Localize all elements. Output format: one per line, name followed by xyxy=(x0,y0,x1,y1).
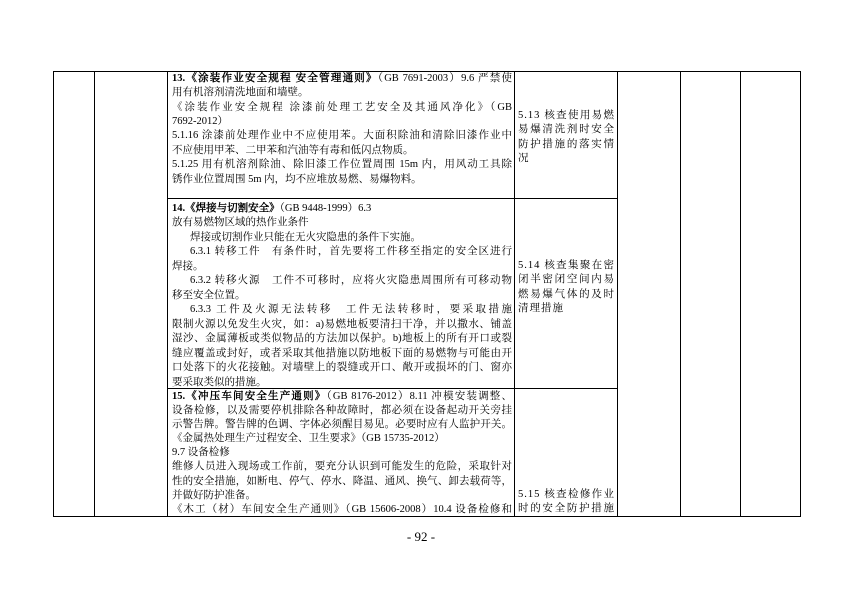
text-line: 《涂装作业安全规程 涂漆前处理工艺安全及其通风净化》（GB xyxy=(172,101,512,113)
regulation-clause: （GB 7691-2003）9.6 严禁使 xyxy=(377,72,512,84)
regulation-title: 15.《冲压车间安全生产通则》 xyxy=(172,390,327,402)
text-line: 焊接。 xyxy=(172,260,204,272)
text-line: 6.3.1 转移工件 有条件时，首先要将工件移至指定的安全区进行 xyxy=(190,246,512,258)
text-line: 性的安全措施，如断电、停气、停水、降温、通风、换气、卸去载荷等， xyxy=(172,475,512,487)
regulation-title: 13.《涂装作业安全规程 安全管理通则》 xyxy=(172,72,378,84)
regulation-clause: （GB 8176-2012）8.11 冲模安装调整、 xyxy=(326,390,512,402)
text-line: 《木工（材）车间安全生产通则》（GB 15606-2008）10.4 设备检修和 xyxy=(172,503,512,515)
check-line: 闭半密闭空间内易 xyxy=(518,274,615,286)
text-line: 示警告牌。警告牌的色调、字体必须醒目易见。必要时应有人监护开关。 xyxy=(172,419,512,431)
column-divider xyxy=(167,72,168,516)
text-line: 锈作业位置周围 5m 内，均不应堆放易燃、易爆物料。 xyxy=(172,173,422,185)
text-line: 设备检修，以及需要停机排除各种故障时，都必须在设备起动开关旁挂 xyxy=(172,405,512,416)
regulation-cell-13 xyxy=(172,72,512,187)
text-line: 6.3.2 转移火源 工件不可移时，应将火灾隐患周围所有可移动物 xyxy=(190,275,512,287)
regulation-heading xyxy=(172,202,512,217)
column-divider xyxy=(94,72,95,516)
text-line: 要采取类似的措施。 xyxy=(172,376,267,388)
check-item-cell-14 xyxy=(518,259,615,317)
text-line: 不应使用甲苯、二甲苯和汽油等有毒和低闪点物质。 xyxy=(172,144,414,156)
regulation-cell-14 xyxy=(172,202,512,391)
text-line: 9.7 设备检修 xyxy=(172,447,230,459)
text-line: 限制火源以免发生火灾，如：a)易燃地板要清扫干净，并以撒水、铺盖 xyxy=(172,318,512,330)
regulation-heading xyxy=(172,390,512,404)
check-line: 易爆清洗剂时安全 xyxy=(518,124,615,136)
text-line: 湿沙、金属薄板或类似物品的方法加以保护。b)地板上的所有开口或裂 xyxy=(172,333,512,345)
regulation-cell-15 xyxy=(172,390,512,517)
check-line: 况 xyxy=(518,152,530,164)
regulation-title: 14.《焊接与切割安全》 xyxy=(172,202,280,214)
check-line: 时的安全防护措施 xyxy=(518,503,615,515)
check-line: 5.13 核查使用易燃 xyxy=(518,109,615,121)
text-line: 5.1.16 涂漆前处理作业中不应使用苯。大面积除油和清除旧漆作业中 xyxy=(172,130,512,142)
page-number: - 92 - xyxy=(406,529,436,544)
regulation-heading xyxy=(172,72,512,86)
check-item-cell-13 xyxy=(518,109,615,167)
row-divider xyxy=(167,198,618,199)
check-item-cell-15 xyxy=(518,488,615,517)
text-line: 并做好防护准备。 xyxy=(172,489,256,501)
text-line: 口处落下的火花接触。对墙壁上的裂缝或开口、敞开或损坏的门、窗亦 xyxy=(172,362,512,374)
text-line: 用有机溶剂清洗地面和墙壁。 xyxy=(172,87,309,99)
text-line: 《金属热处理生产过程安全、卫生要求》（GB 15735-2012） xyxy=(172,433,445,445)
regulation-clause: （GB 9448-1999）6.3 xyxy=(279,202,372,214)
text-line: 放有易燃物区域的热作业条件 xyxy=(172,217,309,229)
column-divider xyxy=(680,72,681,516)
column-divider xyxy=(740,72,741,516)
text-line: 5.1.25 用有机溶剂除油、除旧漆工作位置周围 15m 内，用风动工具除 xyxy=(172,159,512,171)
column-divider xyxy=(514,72,515,516)
check-line: 清理措施 xyxy=(518,302,564,314)
column-divider xyxy=(617,72,618,516)
check-line: 5.15 核查检修作业 xyxy=(518,488,615,500)
check-line: 燃易爆气体的及时 xyxy=(518,288,615,300)
text-line: 缝应覆盖或封好，或者采取其他措施以防地板下面的易燃物与可能由开 xyxy=(172,347,512,359)
text-line: 移至安全位置。 xyxy=(172,289,246,301)
text-line: 维修人员进入现场或工作前，要充分认识到可能发生的危险，采取针对 xyxy=(172,461,512,473)
text-line: 7692-2012） xyxy=(172,116,228,128)
text-line: 6.3.3 工件及火源无法转移 工件无法转移时，要采取措施 xyxy=(190,304,512,316)
text-line: 焊接或切割作业只能在无火灾隐患的条件下实施。 xyxy=(190,231,421,243)
check-line: 5.14 核查集聚在密 xyxy=(518,259,615,271)
check-line: 防护措施的落实情 xyxy=(518,138,615,150)
